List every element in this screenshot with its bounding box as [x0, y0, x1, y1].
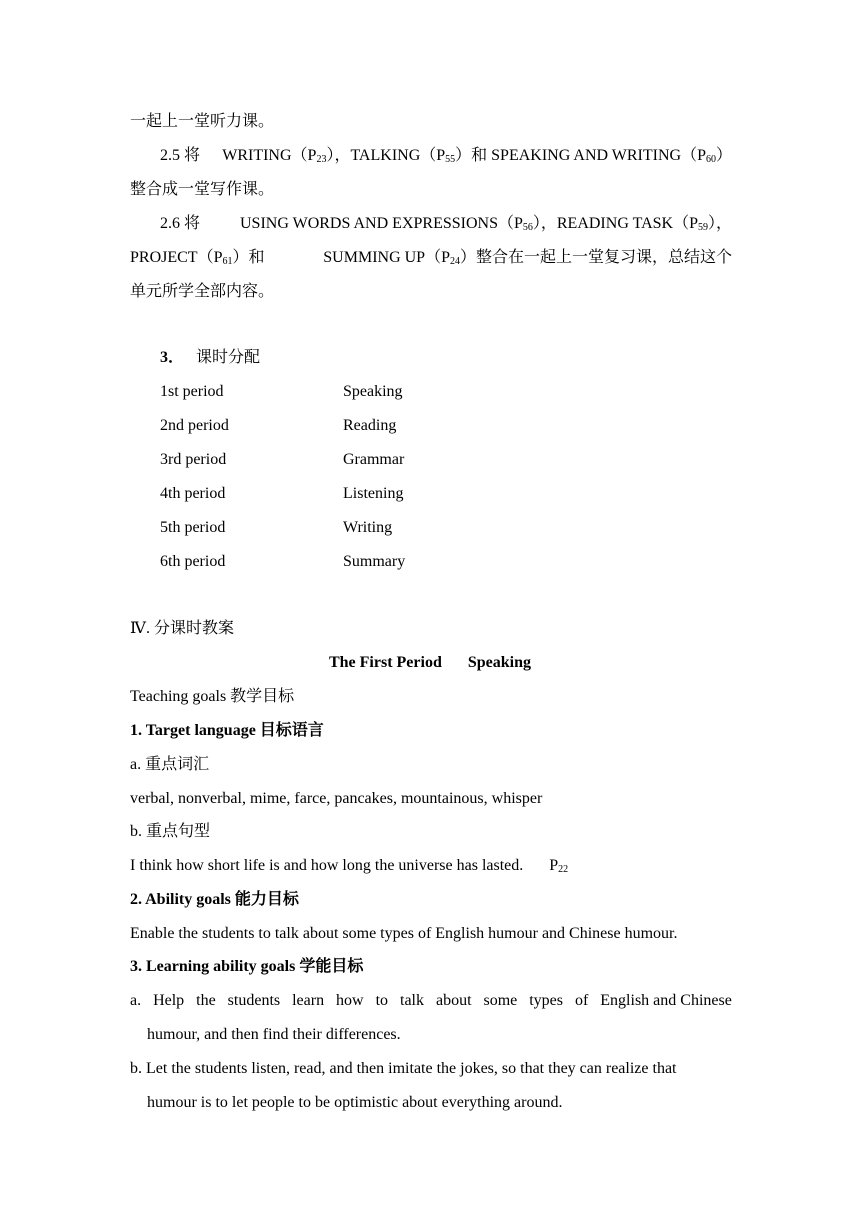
text-line: $PROJECT(P_{61})$和 SUMMING $UP(P_{24})$整合在一起上一堂复习课，总结这个	[130, 249, 732, 267]
text-line: 2.5 将 $WRITING(P_{23})$，$TALKING(P_{55})$和 SPEAKING AND $WRITING(P_{60})$	[160, 147, 732, 165]
text-line: humour, and then find their differences.	[147, 1026, 401, 1043]
sentence-pattern: I think how short life is and how long the universe has lasted. $P_{22}$	[130, 857, 569, 875]
text-line: 单元所学全部内容。	[130, 283, 275, 300]
text-line: 一起上一堂听力课。	[130, 113, 275, 130]
period-row: 1st period Speaking	[160, 383, 403, 400]
period-row: 3rd period Grammar	[160, 451, 405, 468]
period-row: 5th period Writing	[160, 519, 393, 536]
text-line: 2.6 将 USING WORDS AND $EXPRESSIONS(P_{56})$，READING $TASK(P_{59})$，	[160, 215, 732, 233]
period-row: 2nd period Reading	[160, 417, 397, 434]
period-row: 6th period Summary	[160, 553, 406, 570]
text-line: Enable the students to talk about some types of English humour and Chinese humour.	[130, 925, 678, 942]
text-line: humour is to let people to be optimistic about everything around.	[147, 1094, 563, 1111]
section-heading: Ⅳ. 分课时教案	[130, 620, 234, 637]
subheading: 1. Target language 目标语言	[130, 722, 324, 739]
vocabulary-list: verbal, nonverbal, mime, farce, pancakes, mountainous, whisper	[130, 790, 543, 807]
text-line: b. 重点句型	[130, 823, 211, 840]
subheading: 2. Ability goals 能力目标	[130, 891, 299, 908]
period-title: The First Period Speaking	[328, 654, 531, 671]
text-line: a. 重点词汇	[130, 756, 210, 773]
text-line: b. Let the students listen, read, and then imitate the jokes, so that they can realize that	[130, 1060, 677, 1077]
section-heading: 3． 课时分配	[160, 349, 261, 366]
text-line: 整合成一堂写作课。	[130, 181, 275, 198]
text-line: a. Help the students learn how to talk about some types of English and Chinese	[130, 992, 732, 1009]
period-row: 4th period Listening	[160, 485, 404, 502]
subheading: 3. Learning ability goals 学能目标	[130, 958, 364, 975]
text-line: Teaching goals 教学目标	[130, 688, 295, 705]
